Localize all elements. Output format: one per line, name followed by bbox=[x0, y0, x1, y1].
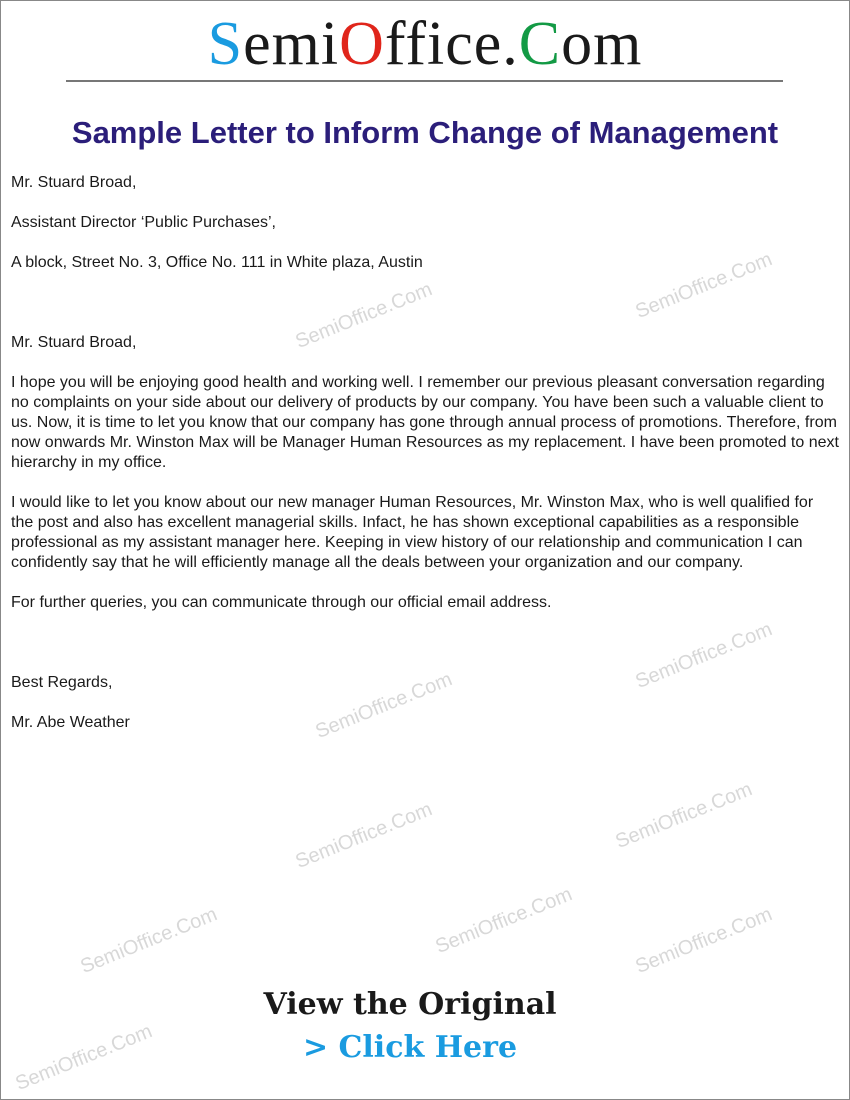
signature: Mr. Abe Weather bbox=[11, 714, 130, 731]
salutation: Mr. Stuard Broad, bbox=[11, 334, 137, 351]
page-title: Sample Letter to Inform Change of Management bbox=[71, 115, 779, 150]
recipient-name: Mr. Stuard Broad, bbox=[11, 174, 137, 191]
letter-paragraph: For further queries, you can communicate through our official email address. bbox=[11, 594, 552, 611]
view-original-heading: View the Original bbox=[263, 987, 557, 1022]
site-logo bbox=[1, 9, 849, 79]
watermark: SemiOffice.Com bbox=[292, 278, 436, 354]
logo-c: C bbox=[518, 10, 562, 78]
logo-o: O bbox=[339, 10, 385, 78]
letter-paragraph: I hope you will be enjoying good health and working well. I remember our previous pleasant conversation regarding no complaints on your side about our delivery of products by our company. You have been such a valuable client to us. Now, it is time to let you know that our company has gone through annual process of promotions. Therefore, from now onwards Mr. Winston Max will be Manager Human Resources as my replacement. I have been promoted to next hierarchy in my office. bbox=[11, 374, 839, 471]
watermark: SemiOffice.Com bbox=[432, 883, 576, 959]
header-divider bbox=[66, 80, 783, 82]
watermark: SemiOffice.Com bbox=[632, 618, 776, 694]
watermark: SemiOffice.Com bbox=[77, 903, 221, 979]
logo-ffice: ffice. bbox=[384, 10, 519, 78]
watermark: SemiOffice.Com bbox=[292, 798, 436, 874]
watermark: SemiOffice.Com bbox=[312, 668, 456, 744]
logo-s: S bbox=[207, 10, 244, 78]
recipient-address: A block, Street No. 3, Office No. 111 in White plaza, Austin bbox=[11, 254, 423, 271]
closing: Best Regards, bbox=[11, 674, 113, 691]
watermark: SemiOffice.Com bbox=[632, 248, 776, 324]
watermark: SemiOffice.Com bbox=[632, 903, 776, 979]
watermark: SemiOffice.Com bbox=[612, 778, 756, 854]
click-here-link[interactable]: > Click Here bbox=[302, 1030, 518, 1065]
letter-body bbox=[11, 173, 839, 753]
watermark: SemiOffice.Com bbox=[12, 1020, 156, 1096]
letter-paragraph: I would like to let you know about our new manager Human Resources, Mr. Winston Max, who is well qualified for the post and also has excellent managerial skills. Infact, he has shown exceptional capabilities as a responsible professional as my assistant manager here. Keeping in view history of our relationship and communication I can confidently say that he will efficiently manage all the deals between your organization and our company. bbox=[11, 494, 814, 571]
recipient-title: Assistant Director ‘Public Purchases’, bbox=[11, 214, 276, 231]
logo-emi: emi bbox=[243, 10, 340, 78]
logo-om: om bbox=[561, 10, 643, 78]
